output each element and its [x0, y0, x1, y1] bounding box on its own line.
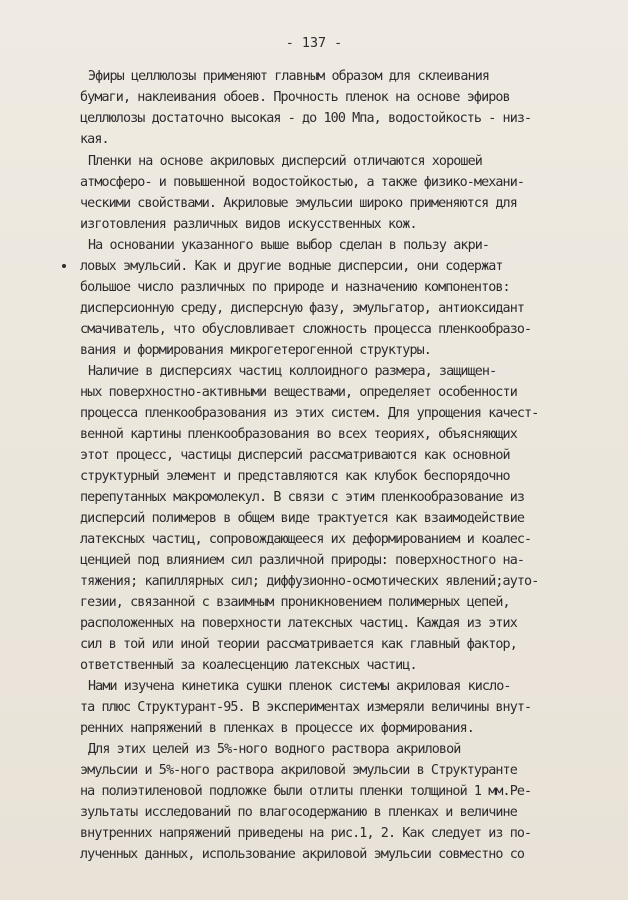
text-line: Наличие в дисперсиях частиц коллоидного размера, защищен-: [88, 364, 497, 379]
text-line: большое число различных по природе и назначению компонентов:: [80, 280, 510, 295]
text-line: ловых эмульсий. Как и другие водные дисперсии, они содержат: [80, 259, 503, 274]
text-line: на полиэтиленовой подложке были отлиты пленки толщиной 1 мм.Ре-: [80, 784, 532, 799]
text-line: расположенных на поверхности латексных частиц. Каждая из этих: [80, 616, 517, 631]
text-line: латексных частиц, сопровождающееся их деформированием и коалес-: [80, 532, 532, 547]
text-line: ческими свойствами. Акриловые эмульсии широко применяются для: [80, 196, 517, 211]
text-line: изготовления различных видов искусственных кож.: [80, 217, 417, 232]
text-line: ренних напряжений в пленках в процессе их формирования.: [80, 721, 474, 736]
text-line: этот процесс, частицы дисперсий рассматриваются как основной: [80, 448, 510, 463]
text-line: На основании указанного выше выбор сделан в пользу акри-: [88, 238, 490, 253]
text-line: Для этих целей из 5%-ного водного раствора акриловой: [88, 742, 461, 757]
text-line: ответственный за коалесценцию латексных частиц.: [80, 658, 417, 673]
text-line: бумаги, наклеивания обоев. Прочность пленок на основе эфиров: [80, 90, 510, 105]
margin-mark: [62, 264, 66, 268]
text-line: дисперсий полимеров в общем виде трактуется как взаимодействие: [80, 511, 525, 526]
text-line: структурный элемент и представляются как клубок беспорядочно: [80, 469, 510, 484]
text-line: внутренних напряжений приведены на рис.1, 2. Как следует из по-: [80, 826, 532, 841]
text-line: смачиватель, что обусловливает сложность процесса пленкообразо-: [80, 322, 532, 337]
page-number: - 137 -: [285, 36, 343, 51]
text-line: Пленки на основе акриловых дисперсий отличаются хорошей: [88, 154, 482, 169]
text-line: та плюс Структурант-95. В экспериментах измеряли величины внут-: [80, 700, 532, 715]
text-line: вания и формирования микрогетерогенной структуры.: [80, 343, 431, 358]
text-line: процесса пленкообразования из этих систем. Для упрощения качест-: [80, 406, 539, 421]
text-line: Эфиры целлюлозы применяют главным образом для склеивания: [88, 69, 490, 84]
text-line: гезии, связанной с взаимным проникновением полимерных цепей,: [80, 595, 510, 610]
text-line: тяжения; капиллярных сил; диффузионно-осмотических явлений;ауто-: [80, 574, 539, 589]
text-line: эмульсии и 5%-ного раствора акриловой эмульсии в Структуранте: [80, 763, 517, 778]
text-line: перепутанных макромолекул. В связи с этим пленкообразование из: [80, 490, 525, 505]
text-line: ценцией под влиянием сил различной природы: поверхностного на-: [80, 553, 525, 568]
text-line: сил в той или иной теории рассматривается как главный фактор,: [80, 637, 517, 652]
text-line: венной картины пленкообразования во всех теориях, объясняющих: [80, 427, 517, 442]
text-line: зультаты исследований по влагосодержанию в пленках и величине: [80, 805, 517, 820]
text-line: лученных данных, использование акриловой эмульсии совместно со: [80, 847, 525, 862]
text-line: кая.: [80, 132, 109, 147]
text-line: дисперсионную среду, дисперсную фазу, эмульгатор, антиоксидант: [80, 301, 525, 316]
text-line: целлюлозы достаточно высокая - до 100 Мпа, водостойкость - низ-: [80, 111, 532, 126]
text-line: ных поверхностно-активными веществами, определяет особенности: [80, 385, 517, 400]
text-line: Нами изучена кинетика сушки пленок системы акриловая кисло-: [88, 679, 511, 694]
text-line: атмосферо- и повышенной водостойкостью, а также физико-механи-: [80, 175, 525, 190]
